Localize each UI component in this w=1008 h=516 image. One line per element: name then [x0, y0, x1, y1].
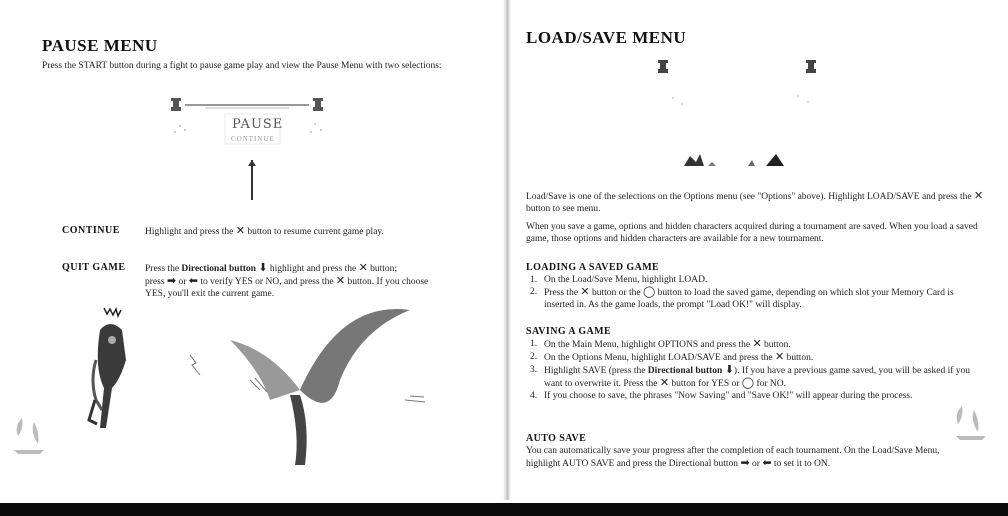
- quit-bold-directional: Directional button: [181, 264, 256, 274]
- cross-button-icon: ✕: [774, 350, 785, 363]
- quit-game-term: QUIT GAME: [62, 262, 126, 273]
- quit-text-2b: or: [176, 277, 189, 287]
- step-text: button or the: [589, 288, 643, 298]
- cross-button-icon: ✕: [659, 376, 670, 389]
- right-arrow-icon: ➡: [166, 274, 177, 287]
- auto-text-a: You can automatically save your progress after the completion of each tournament. On the Load/Save Menu, highlight AUTO SAVE and press the Directional button: [526, 446, 940, 469]
- auto-save-text: [526, 445, 946, 470]
- cross-button-icon: ✕: [973, 189, 984, 202]
- cross-button-icon: ✕: [580, 285, 590, 298]
- step-text: On the Options Menu, highlight LOAD/SAVE and press the: [544, 353, 775, 363]
- load-save-para-2: When you save a game, options and hidden characters acquired during a tournament are saved. When you load a saved game, those options and hidden characters are available for a new tournament.: [526, 222, 978, 244]
- pause-screen-label: PAUSE: [232, 117, 284, 132]
- step-text: button to load the saved game, depending on which slot your Memory Card is inserted in. As the game loads, the prompt "Load OK!" will display.: [544, 288, 954, 310]
- left-arrow-icon: ⬅: [188, 274, 199, 287]
- auto-save-heading: AUTO SAVE: [526, 433, 587, 444]
- continue-text-a: Highlight and press the: [145, 227, 236, 237]
- left-page: [0, 0, 505, 500]
- loading-step-1: [526, 274, 986, 286]
- bold-directional: Directional button: [647, 366, 723, 376]
- demon-fighter-art: [89, 308, 126, 428]
- step-text: button.: [761, 340, 791, 350]
- step-number: 1.: [530, 275, 538, 285]
- step-text: button.: [784, 353, 814, 363]
- down-arrow-icon: ⬇: [258, 261, 268, 274]
- para1-text-b: button to see menu.: [526, 204, 601, 214]
- saving-steps: [526, 338, 971, 402]
- loading-heading: LOADING A SAVED GAME: [526, 262, 660, 273]
- step-text: On the Main Menu, highlight OPTIONS and press the: [544, 340, 753, 350]
- fighters-artwork: [0, 300, 500, 500]
- left-arrow-icon: ⬅: [762, 456, 772, 469]
- continue-description: [145, 225, 485, 238]
- down-arrow-icon: ⬇: [724, 363, 734, 376]
- step-number: 3.: [530, 365, 538, 375]
- loading-steps: [526, 274, 986, 311]
- cross-button-icon: ✕: [235, 224, 245, 237]
- step-text: for NO.: [754, 379, 787, 389]
- quit-text-1a: Press the: [145, 264, 182, 274]
- cross-button-icon: ✕: [335, 274, 346, 287]
- pause-menu-title: PAUSE MENU: [42, 36, 158, 55]
- quit-text-1b: highlight and press the: [267, 264, 359, 274]
- saving-heading: SAVING A GAME: [526, 326, 612, 337]
- load-save-screenshot: [648, 58, 848, 172]
- circle-button-icon: ◯: [642, 285, 656, 298]
- quit-text-2c: to verify YES or NO, and press the: [198, 277, 336, 287]
- step-number: 2.: [530, 352, 538, 362]
- pause-menu-intro: Press the START button during a fight to pause game play and view the Pause Menu with two selections:: [42, 61, 442, 71]
- step-text: Highlight SAVE (press the: [544, 366, 648, 376]
- quit-text-1c: button;: [367, 264, 398, 274]
- step-text: Press the: [544, 288, 581, 298]
- step-text: On the Load/Save Menu, highlight LOAD.: [544, 275, 708, 285]
- step-number: 2.: [530, 287, 538, 297]
- continue-term: CONTINUE: [62, 225, 120, 236]
- step-text: button for YES or: [669, 379, 742, 389]
- gargoyle-statues-image: [165, 92, 340, 204]
- saving-step-4: [526, 390, 971, 402]
- loading-step-2: [526, 286, 986, 311]
- continue-text-b: button to resume current game play.: [244, 227, 384, 237]
- auto-text-b: or: [749, 459, 763, 469]
- step-text: If you choose to save, the phrases "Now Saving" and "Save OK!" will appear during the process.: [544, 391, 913, 401]
- step-text: ). If you have a previous game saved, you will be asked if you want to overwrite it. Press the: [544, 366, 971, 389]
- load-save-menu-title: LOAD/SAVE MENU: [526, 28, 687, 47]
- load-save-para-1: [526, 190, 986, 215]
- auto-text-c: to set it to ON.: [771, 459, 831, 469]
- right-arrow-icon: ➡: [740, 456, 750, 469]
- quit-text-2d: button. If you choose: [345, 277, 429, 287]
- gargoyle-corner-art: [948, 398, 998, 448]
- step-number: 1.: [530, 339, 538, 349]
- bottom-bar: [0, 503, 1008, 516]
- quit-text-3: YES, you'll exit the current game.: [145, 289, 275, 299]
- para1-text-a: Load/Save is one of the selections on the Options menu (see "Options" above). Highlight LOAD/SAVE and press the: [526, 192, 974, 202]
- continue-screen-label: CONTINUE: [231, 135, 275, 143]
- cross-button-icon: ✕: [358, 261, 368, 274]
- right-page: [508, 0, 1008, 500]
- quit-game-description: [145, 262, 475, 300]
- circle-button-icon: ◯: [741, 376, 755, 389]
- step-number: 4.: [530, 391, 538, 401]
- quit-text-2a: press: [145, 277, 167, 287]
- saving-step-2: [526, 351, 971, 364]
- saving-step-3: [526, 364, 971, 390]
- pause-menu-screenshot: [165, 92, 340, 204]
- saving-step-1: [526, 338, 971, 351]
- gargoyle-corner-art: [14, 418, 44, 454]
- cross-button-icon: ✕: [752, 337, 762, 350]
